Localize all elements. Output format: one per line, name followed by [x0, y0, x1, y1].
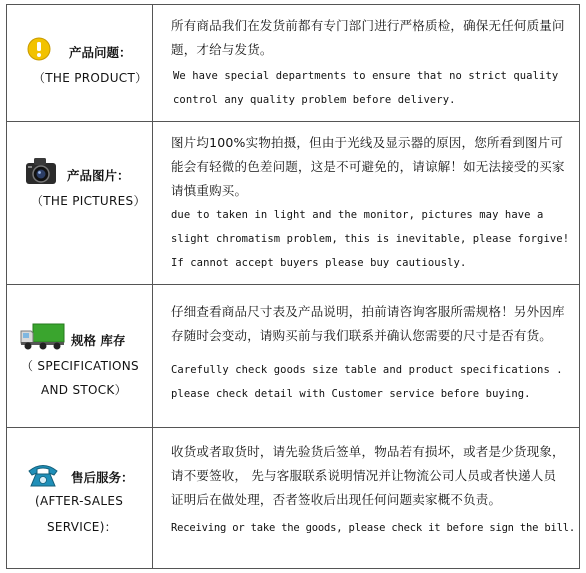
row-title-cn: 规格 库存: [71, 333, 126, 348]
content-en-line: slight chromatism problem, this is inevitable, please forgive!: [171, 233, 570, 245]
content-en-line: We have special departments to ensure that no strict quality: [173, 70, 559, 82]
row-title-cn: 产品问题：: [69, 45, 132, 60]
row-content-specifications: [153, 285, 579, 427]
exclamation-icon: [27, 37, 51, 61]
content-en-line: control any quality problem before delivery.: [173, 94, 456, 106]
content-en-line: due to taken in light and the monitor, pictures may have a: [171, 209, 544, 221]
row-header-product: [7, 5, 153, 121]
content-cn: 仔细查看商品尺寸表及产品说明，拍前请咨询客服所需规格！另外因库存随时会变动，请购买前与我们联系并确认您需要的尺寸是否有货。: [171, 304, 565, 343]
row-header-pictures: [7, 122, 153, 284]
row-header-after-sales: [7, 428, 153, 568]
delivery-truck-icon: [19, 321, 65, 351]
info-table: [6, 4, 580, 569]
row-content-after-sales: [153, 428, 579, 568]
content-cn: 图片均100%实物拍摄，但由于光线及显示器的原因，您所看到图片可能会有轻微的色差问题，这是不可避免的，请谅解！如无法接受的买家请慎重购买。: [171, 135, 565, 198]
row-header-specifications: [7, 285, 153, 427]
row-title-en-line: (AFTER-SALES: [35, 494, 124, 508]
row-title-en-line: SERVICE)：: [47, 520, 117, 534]
table-row-pictures: [7, 122, 579, 285]
row-title-en-line: （ SPECIFICATIONS: [21, 359, 139, 373]
content-en-line: Receiving or take the goods, please check it before sign the bill.: [171, 522, 576, 534]
content-en-line: please check detail with Customer service before buying.: [171, 388, 531, 400]
row-title-cn: 产品图片：: [67, 168, 130, 183]
content-en-line: Carefully check goods size table and product specifications .: [171, 364, 563, 376]
row-title-cn: 售后服务：: [71, 470, 134, 485]
telephone-icon: [27, 462, 59, 488]
row-content-product: [153, 5, 579, 121]
row-title-en-line: AND STOCK）: [41, 383, 127, 397]
row-title-en: （THE PRODUCT）: [33, 71, 148, 85]
row-content-pictures: [153, 122, 579, 284]
content-cn: 收货或者取货时，请先验货后签单，物品若有损坏，或者是少货现象，请不要签收， 先与客服联系说明情况并让物流公司人员或者快递人员证明后在做处理，否者签收后出现任何问题卖家概不负责。: [171, 444, 565, 507]
content-cn: 所有商品我们在发货前都有专门部门进行严格质检，确保无任何质量问题，才给与发货。: [171, 18, 565, 57]
table-row-product: [7, 5, 579, 122]
table-row-specifications: [7, 285, 579, 428]
row-title-en: （THE PICTURES）: [31, 194, 146, 208]
content-en-line: If cannot accept buyers please buy cautiously.: [171, 257, 467, 269]
camera-icon: [25, 156, 57, 186]
table-row-after-sales: [7, 428, 579, 568]
